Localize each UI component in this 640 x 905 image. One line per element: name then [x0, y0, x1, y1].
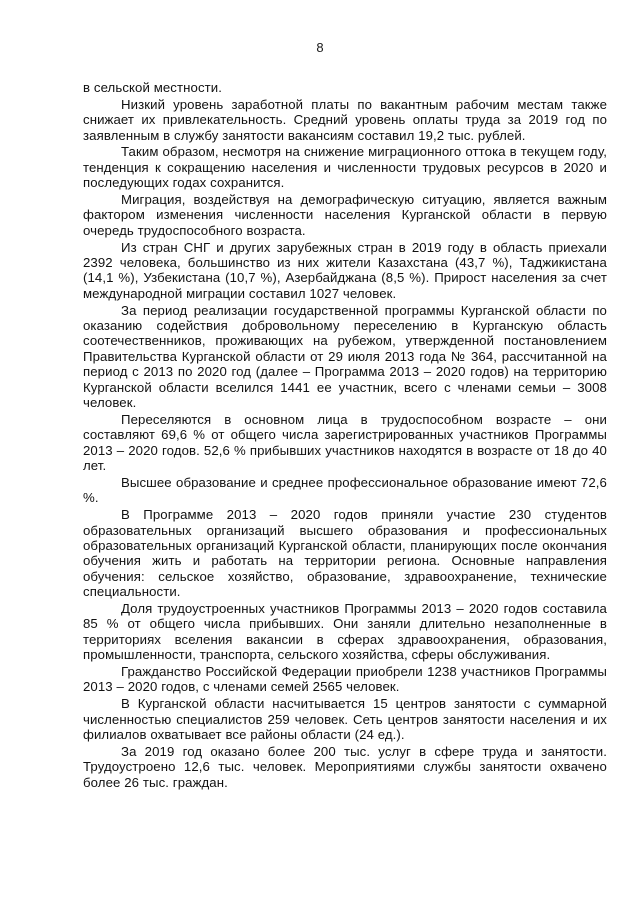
paragraph-migration-factor: Миграция, воздействуя на демографическую ситуацию, является важным фактором изменения численности населения Курганской области в первую очередь трудоспособного возраста. [83, 192, 607, 238]
paragraph-population-trend: Таким образом, несмотря на снижение миграционного оттока в текущем году, тенденция к сокращению населения и численности трудовых ресурсов в 2020 и последующих годах сохранится. [83, 144, 607, 191]
paragraph-education: Высшее образование и среднее профессиональное образование имеют 72,6 %. [83, 474, 607, 506]
paragraph-services-2019: За 2019 год оказано более 200 тыс. услуг в сфере труда и занятости. Трудоустроено 12,6 тыс. человек. Мероприятиями службы занятости охвачено более 26 тыс. граждан. [83, 743, 607, 790]
paragraph-students: В Программе 2013 – 2020 годов приняли участие 230 студентов образовательных организаций высшего образования и профессиональных образовательных организаций Курганской области, планирующих после окончания обучения жить и работать на территории региона. Основные направления обучения: сельское хозяйство, образование, здравоохранение, технические специальности. [83, 507, 607, 600]
paragraph-employment-centers: В Курганской области насчитывается 15 центров занятости с суммарной численностью специалистов 259 человек. Сеть центров занятости населения и их филиалов охватывает все районы области (24 ед.). [83, 696, 607, 742]
paragraph-continuation: в сельской местности. [83, 80, 223, 95]
paragraph-resettlement-program: За период реализации государственной программы Курганской области по оказанию содействия добровольному переселению в Курганскую область соотечественников, проживающих на рубежом, утвержденной постановлением Правительства Курганской области от 29 июля 2013 года № 364, рассчитанной на период с 2013 по 2020 год (далее – Программа 2013 – 2020 годов) на территорию Курганской области вселился 1441 ее участник, всего с членами семьи – 3008 человек. [83, 302, 607, 411]
paragraph-cis-arrivals: Из стран СНГ и других зарубежных стран в 2019 году в область приехали 2392 человека, большинство из них жители Казахстана (43,7 %), Таджикистана (14,1 %), Узбекистана (10,7 %), Азербайджана (8,5 %). Прирост населения за счет международной миграции составил 1027 человек. [83, 239, 607, 301]
paragraph-employment-share: Доля трудоустроенных участников Программы 2013 – 2020 годов составила 85 % от общего числа прибывших. Они заняли длительно незаполненные в территориях вселения вакансии в сферах здравоохранения, образования, промышленности, транспорта, сельского хозяйства, сферы обслуживания. [83, 600, 607, 663]
paragraph-working-age: Переселяются в основном лица в трудоспособном возрасте – они составляют 69,6 % от общего числа зарегистрированных участников Программы 2013 – 2020 годов. 52,6 % прибывших участников находятся в возрасте от 18 до 40 лет. [83, 411, 607, 474]
page-number: 8 [316, 40, 324, 55]
document-body [83, 80, 607, 791]
paragraph-wages: Низкий уровень заработной платы по вакантным рабочим местам также снижает их привлекательность. Средний уровень оплаты труда за 2019 год по заявленным в службу занятости вакансиям составил 19,2 тыс. рублей. [83, 96, 607, 143]
paragraph-citizenship: Гражданство Российской Федерации приобрели 1238 участников Программы 2013 – 2020 годов, с членами семей 2565 человек. [83, 663, 607, 695]
